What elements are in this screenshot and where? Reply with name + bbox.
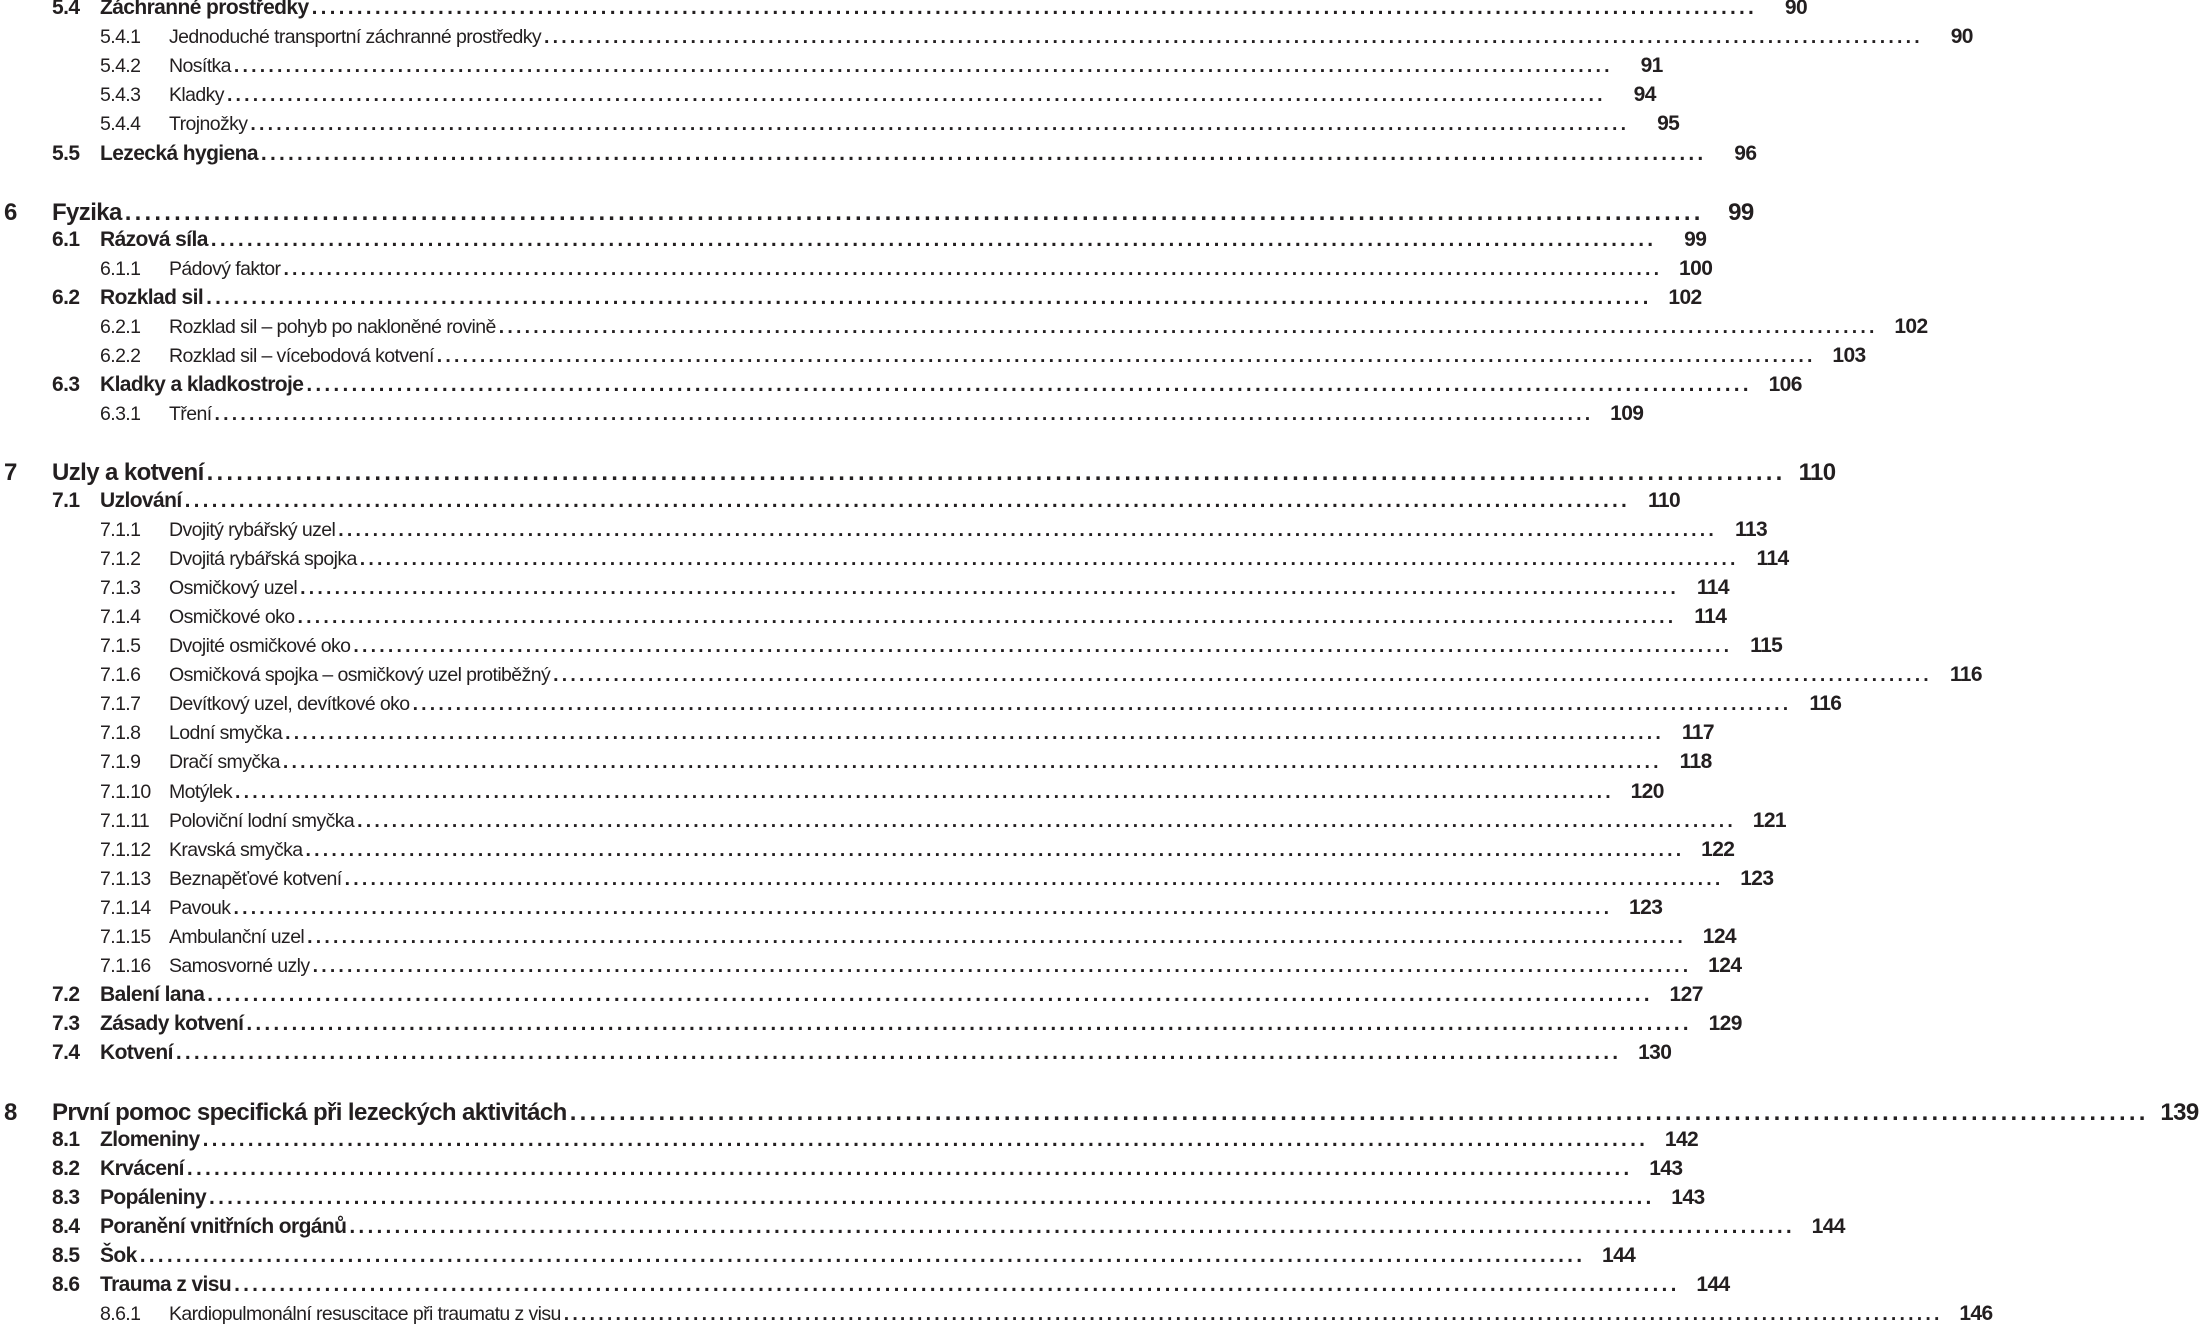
toc-section-entry[interactable] xyxy=(0,983,1703,1011)
dot-leader: ................................................................................................................................................................ xyxy=(233,896,1613,919)
dot-leader: ................................................................................................................................................................ xyxy=(207,983,1653,1007)
toc-subsection-entry[interactable] xyxy=(0,1302,1993,1330)
entry-page-number: 142 xyxy=(1664,1127,1699,1151)
entry-title: Dvojitá rybářská spojka xyxy=(169,547,357,570)
entry-number: 8.2 xyxy=(52,1156,80,1180)
entry-number: 6.1 xyxy=(52,227,80,251)
entry-page-number: 118 xyxy=(1679,750,1712,774)
entry-title: Kladky a kladkostroje xyxy=(100,373,304,397)
entry-page-number: 121 xyxy=(1752,808,1786,832)
entry-page-number: 115 xyxy=(1750,634,1783,657)
dot-leader: ................................................................................................................................................................ xyxy=(344,867,1724,890)
entry-page-number: 122 xyxy=(1701,837,1735,861)
entry-number: 8.6.1 xyxy=(100,1303,141,1326)
dot-leader: ................................................................................................................................................................ xyxy=(260,141,1707,165)
dot-leader: ................................................................................................................................................................ xyxy=(234,780,1614,803)
entry-title: Tření xyxy=(169,403,212,426)
dot-leader: ................................................................................................................................................................ xyxy=(300,576,1679,599)
entry-number: 8.5 xyxy=(52,1244,80,1267)
toc-section-entry[interactable] xyxy=(0,488,1681,517)
entry-number: 6.2 xyxy=(52,285,80,309)
entry-number: 6 xyxy=(4,198,17,226)
entry-number: 6.3.1 xyxy=(100,403,141,426)
entry-page-number: 139 xyxy=(2160,1098,2199,1126)
dot-leader: ................................................................................................................................................................ xyxy=(353,635,1733,657)
entry-title: Dvojitý rybářský uzel xyxy=(169,518,336,541)
entry-page-number: 123 xyxy=(1629,895,1663,919)
entry-number: 6.2.1 xyxy=(100,316,141,338)
toc-subsection-entry[interactable] xyxy=(0,750,1712,778)
entry-title: Uzly a kotvení xyxy=(52,459,204,487)
dot-leader: ................................................................................................................................................................ xyxy=(312,955,1692,978)
dot-leader: ................................................................................................................................................................ xyxy=(563,1303,1943,1326)
entry-title: Rozklad sil – vícebodová kotvení xyxy=(169,345,434,368)
entry-title: Trauma z visu xyxy=(100,1273,232,1297)
entry-title: Samosvorné uzly xyxy=(169,955,310,978)
toc-subsection-entry[interactable] xyxy=(0,315,1928,343)
entry-number: 7.1.15 xyxy=(100,926,151,948)
entry-number: 7.1.4 xyxy=(100,605,141,628)
toc-subsection-entry[interactable] xyxy=(0,256,1713,285)
toc-section-entry[interactable] xyxy=(0,373,1802,401)
entry-page-number: 116 xyxy=(1949,663,1982,687)
entry-page-number: 114 xyxy=(1694,604,1727,628)
entry-title: Dvojité osmičkové oko xyxy=(169,635,351,657)
entry-page-number: 130 xyxy=(1638,1041,1672,1065)
toc-subsection-entry[interactable] xyxy=(0,895,1663,924)
entry-title: Osmičková spojka – osmičkový uzel protiběžný xyxy=(169,664,551,687)
entry-page-number: 95 xyxy=(1657,112,1680,136)
entry-number: 7.1.12 xyxy=(100,838,151,861)
entry-page-number: 100 xyxy=(1679,256,1713,280)
entry-title: Fyzika xyxy=(52,198,122,226)
dot-leader: ................................................................................................................................................................ xyxy=(184,488,1631,512)
toc-subsection-entry[interactable] xyxy=(0,83,1656,111)
entry-page-number: 124 xyxy=(1702,925,1737,948)
entry-page-number: 114 xyxy=(1756,546,1789,570)
entry-page-number: 144 xyxy=(1696,1273,1730,1297)
toc-section-entry[interactable] xyxy=(0,0,1808,24)
toc-subsection-entry[interactable] xyxy=(0,866,1774,895)
entry-number: 8.1 xyxy=(52,1127,80,1151)
dot-leader: ................................................................................................................................................................ xyxy=(139,1244,1586,1267)
toc-chapter-entry[interactable] xyxy=(0,459,1836,487)
entry-page-number: 91 xyxy=(1640,54,1663,78)
entry-page-number: 143 xyxy=(1649,1156,1683,1180)
entry-title: Kravská smyčka xyxy=(169,838,303,861)
toc-section-entry[interactable] xyxy=(0,1273,1730,1301)
entry-number: 5.5 xyxy=(52,141,80,165)
dot-leader: ................................................................................................................................................................ xyxy=(357,809,1736,832)
entry-page-number: 144 xyxy=(1811,1214,1845,1238)
toc-subsection-entry[interactable] xyxy=(0,663,1982,691)
entry-title: Ambulanční uzel xyxy=(169,926,305,948)
entry-title: Rozklad sil – pohyb po nakloněné rovině xyxy=(169,316,496,338)
entry-page-number: 102 xyxy=(1668,285,1702,309)
toc-subsection-entry[interactable] xyxy=(0,779,1664,808)
entry-title: Lezecká hygiena xyxy=(100,141,258,165)
entry-title: Popáleniny xyxy=(100,1185,207,1209)
dot-leader: ................................................................................................................................................................ xyxy=(209,1185,1655,1209)
entry-number: 7.1.10 xyxy=(100,780,151,803)
entry-title: Pavouk xyxy=(169,896,231,919)
entry-number: 7.1.2 xyxy=(100,547,141,570)
toc-section-entry[interactable] xyxy=(0,1244,1636,1272)
entry-title: Beznapěťové kotvení xyxy=(169,867,342,890)
entry-number: 8.3 xyxy=(52,1185,80,1209)
toc-chapter-entry[interactable] xyxy=(0,198,1754,227)
toc-section-entry[interactable] xyxy=(0,1127,1699,1156)
toc-section-entry[interactable] xyxy=(0,227,1707,256)
dot-leader: ................................................................................................................................................................ xyxy=(206,285,1652,309)
dot-leader: ................................................................................................................................................................ xyxy=(214,403,1594,426)
toc-subsection-entry[interactable] xyxy=(0,692,1842,720)
entry-page-number: 99 xyxy=(1728,198,1754,226)
entry-title: Záchranné prostředky xyxy=(100,0,309,19)
toc-subsection-entry[interactable] xyxy=(0,517,1768,546)
dot-leader: ................................................................................................................................................................ xyxy=(307,926,1687,948)
entry-page-number: 102 xyxy=(1894,315,1928,338)
entry-page-number: 127 xyxy=(1669,983,1703,1007)
entry-number: 7 xyxy=(4,459,17,487)
entry-title: Motýlek xyxy=(169,780,232,803)
dot-leader: ................................................................................................................................................................ xyxy=(283,257,1663,280)
entry-page-number: 129 xyxy=(1708,1012,1742,1036)
entry-number: 7.3 xyxy=(52,1012,80,1036)
dot-leader: ................................................................................................................................................................ xyxy=(553,664,1932,687)
dot-leader: ................................................................................................................................................................ xyxy=(338,518,1718,541)
entry-number: 6.3 xyxy=(52,373,80,397)
entry-number: 7.1.11 xyxy=(100,809,150,832)
toc-subsection-entry[interactable] xyxy=(0,808,1786,837)
toc-section-entry[interactable] xyxy=(0,141,1757,170)
entry-title: Zásady kotvení xyxy=(100,1012,244,1036)
entry-number: 6.1.1 xyxy=(100,257,141,280)
entry-page-number: 117 xyxy=(1681,721,1714,745)
entry-page-number: 103 xyxy=(1832,344,1866,368)
entry-title: Trojnožky xyxy=(169,113,248,136)
entry-title: Kotvení xyxy=(100,1041,173,1065)
entry-page-number: 113 xyxy=(1734,517,1768,541)
entry-number: 8.6 xyxy=(52,1273,80,1297)
entry-title: Balení lana xyxy=(100,983,205,1007)
dot-leader: ................................................................................................................................................................ xyxy=(206,459,1786,487)
entry-title: Kladky xyxy=(169,84,224,107)
dot-leader: ................................................................................................................................................................ xyxy=(234,1273,1680,1297)
entry-title: Poloviční lodní smyčka xyxy=(169,809,355,832)
entry-title: Devítkový uzel, devítkové oko xyxy=(169,693,410,716)
entry-number: 5.4.3 xyxy=(100,84,141,107)
entry-number: 7.1.6 xyxy=(100,664,141,687)
entry-page-number: 120 xyxy=(1630,779,1664,803)
entry-number: 7.1.14 xyxy=(100,896,151,919)
entry-page-number: 144 xyxy=(1601,1244,1636,1267)
toc-subsection-entry[interactable] xyxy=(0,954,1742,982)
toc-chapter-entry[interactable] xyxy=(0,1098,2199,1127)
dot-leader: ................................................................................................................................................................ xyxy=(285,722,1664,745)
entry-number: 7.1.3 xyxy=(100,576,141,599)
entry-title: Dračí smyčka xyxy=(169,751,280,774)
entry-title: Nosítka xyxy=(169,55,231,78)
dot-leader: ................................................................................................................................................................ xyxy=(175,1041,1622,1065)
entry-page-number: 90 xyxy=(1784,0,1808,19)
entry-page-number: 110 xyxy=(1798,459,1836,487)
entry-page-number: 114 xyxy=(1696,575,1729,599)
entry-title: Šok xyxy=(100,1244,137,1267)
dot-leader: ................................................................................................................................................................ xyxy=(412,693,1792,716)
dot-leader: ................................................................................................................................................................ xyxy=(210,227,1657,251)
dot-leader: ................................................................................................................................................................ xyxy=(544,26,1923,49)
entry-page-number: 123 xyxy=(1740,866,1774,890)
toc-subsection-entry[interactable] xyxy=(0,721,1714,749)
entry-number: 6.2.2 xyxy=(100,345,141,368)
entry-title: Rozklad sil xyxy=(100,285,204,309)
toc-section-entry[interactable] xyxy=(0,1156,1683,1185)
entry-page-number: 94 xyxy=(1633,83,1656,107)
entry-number: 7.4 xyxy=(52,1041,80,1065)
entry-number: 7.1.13 xyxy=(100,867,151,890)
toc-subsection-entry[interactable] xyxy=(0,604,1727,633)
toc-subsection-entry[interactable] xyxy=(0,112,1680,140)
entry-title: Kardiopulmonální resuscitace při traumatu z visu xyxy=(169,1303,561,1326)
toc-subsection-entry[interactable] xyxy=(0,925,1737,953)
entry-number: 7.1.7 xyxy=(100,693,141,716)
entry-page-number: 110 xyxy=(1647,488,1681,512)
entry-number: 7.1.16 xyxy=(100,955,151,978)
toc-subsection-entry[interactable] xyxy=(0,837,1735,866)
dot-leader: ................................................................................................................................................................ xyxy=(246,1012,1692,1036)
entry-number: 5.4.1 xyxy=(100,26,141,49)
dot-leader: ................................................................................................................................................................ xyxy=(498,316,1878,338)
entry-page-number: 146 xyxy=(1959,1302,1993,1326)
entry-page-number: 106 xyxy=(1768,373,1802,397)
dot-leader: ................................................................................................................................................................ xyxy=(311,0,1758,19)
entry-page-number: 124 xyxy=(1708,954,1742,978)
dot-leader: ................................................................................................................................................................ xyxy=(250,113,1630,136)
entry-page-number: 109 xyxy=(1610,402,1644,426)
entry-number: 7.1.5 xyxy=(100,635,141,657)
entry-title: Jednoduché transportní záchranné prostředky xyxy=(169,26,542,49)
dot-leader: ................................................................................................................................................................ xyxy=(233,55,1613,78)
entry-number: 5.4.4 xyxy=(100,113,141,136)
entry-title: Lodní smyčka xyxy=(169,722,283,745)
entry-number: 8.4 xyxy=(52,1214,80,1238)
entry-title: Zlomeniny xyxy=(100,1127,200,1151)
toc-subsection-entry[interactable] xyxy=(0,54,1663,82)
entry-page-number: 96 xyxy=(1734,141,1757,165)
entry-number: 5.4 xyxy=(52,0,80,19)
entry-title: Rázová síla xyxy=(100,227,208,251)
toc-section-entry[interactable] xyxy=(0,285,1702,314)
toc-subsection-entry[interactable] xyxy=(0,344,1866,372)
toc-subsection-entry[interactable] xyxy=(0,546,1789,575)
dot-leader: ................................................................................................................................................................ xyxy=(124,198,1704,226)
entry-page-number: 90 xyxy=(1950,25,1973,49)
toc-subsection-entry[interactable] xyxy=(0,575,1729,604)
dot-leader: ................................................................................................................................................................ xyxy=(305,838,1685,861)
entry-page-number: 143 xyxy=(1671,1185,1705,1209)
toc-section-entry[interactable] xyxy=(0,1041,1672,1069)
entry-number: 5.4.2 xyxy=(100,55,141,78)
dot-leader: ................................................................................................................................................................ xyxy=(186,1156,1633,1180)
dot-leader: ................................................................................................................................................................ xyxy=(297,605,1677,628)
dot-leader: ................................................................................................................................................................ xyxy=(436,345,1816,368)
dot-leader: ................................................................................................................................................................ xyxy=(359,547,1739,570)
entry-title: Uzlování xyxy=(100,488,182,512)
toc-section-entry[interactable] xyxy=(0,1012,1742,1040)
dot-leader: ................................................................................................................................................................ xyxy=(226,84,1606,107)
toc-subsection-entry[interactable] xyxy=(0,402,1644,430)
dot-leader: ................................................................................................................................................................ xyxy=(306,373,1752,397)
dot-leader: ................................................................................................................................................................ xyxy=(282,751,1662,774)
entry-number: 7.1.8 xyxy=(100,722,141,745)
entry-page-number: 99 xyxy=(1684,227,1707,251)
entry-title: Krvácení xyxy=(100,1156,184,1180)
entry-number: 7.1.9 xyxy=(100,751,141,774)
dot-leader: ................................................................................................................................................................ xyxy=(349,1214,1795,1238)
entry-number: 8 xyxy=(4,1098,17,1126)
entry-title: První pomoc specifická při lezeckých aktivitách xyxy=(52,1098,567,1126)
toc-subsection-entry[interactable] xyxy=(0,25,1973,53)
toc-section-entry[interactable] xyxy=(0,1214,1845,1243)
entry-title: Poranění vnitřních orgánů xyxy=(100,1214,347,1238)
entry-title: Osmičkové oko xyxy=(169,605,295,628)
dot-leader: ................................................................................................................................................................ xyxy=(569,1098,2149,1126)
entry-page-number: 116 xyxy=(1809,692,1842,716)
entry-number: 7.2 xyxy=(52,983,80,1007)
entry-number: 7.1.1 xyxy=(100,518,141,541)
dot-leader: ................................................................................................................................................................ xyxy=(202,1127,1649,1151)
toc-subsection-entry[interactable] xyxy=(0,634,1783,662)
entry-title: Pádový faktor xyxy=(169,257,281,280)
entry-title: Osmičkový uzel xyxy=(169,576,298,599)
toc-section-entry[interactable] xyxy=(0,1185,1705,1214)
entry-number: 7.1 xyxy=(52,488,80,512)
